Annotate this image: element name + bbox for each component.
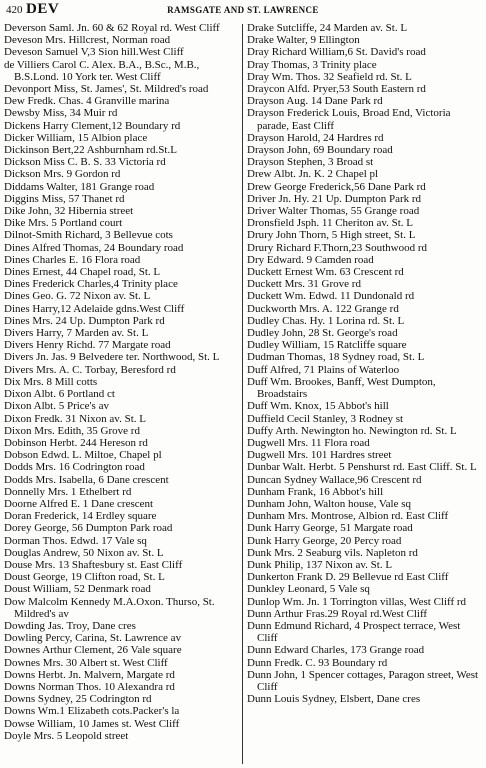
directory-entry: Dunk Philip, 137 Nixon av. St. L [247, 558, 393, 571]
directory-entry: Drury Richard F.Thorn,23 Southwood rd [247, 241, 427, 254]
section-heading: DEV [26, 1, 60, 17]
directory-entry: Drew George Frederick,56 Dane Park rd [247, 180, 426, 193]
directory-entry: Dray Thomas, 3 Trinity place [247, 58, 377, 71]
directory-entry: Duckett Wm. Edwd. 11 Dundonald rd [247, 290, 415, 303]
directory-entry: Dines Geo. G. 72 Nixon av. St. L [4, 290, 151, 303]
directory-entry: Doyle Mrs. 5 Leopold street [4, 729, 129, 742]
directory-entry: Dix Mrs. 8 Mill cotts [4, 375, 98, 388]
directory-entry: Divers Mrs. A. C. Torbay, Beresford rd [4, 363, 176, 376]
directory-entry: Dickens Harry Clement,12 Boundary rd [4, 119, 181, 132]
directory-entry: Duncan Sydney Wallace,96 Crescent rd [247, 473, 422, 486]
directory-entry: Deveson Mrs. Hillcrest, Norman road [4, 34, 171, 47]
directory-entry: Deveson Samuel V,3 Sion hill.West Cliff [4, 46, 184, 59]
directory-entry: Duffy Arth. Newington ho. Newington rd. St. L [247, 424, 457, 437]
directory-entry: Divers Jn. Jas. 9 Belvedere ter. Northwood, St. L [4, 351, 220, 364]
directory-entry: Dorman Thos. Edwd. 17 Vale sq [4, 534, 147, 547]
directory-entry: Drayson Frederick Louis, Broad End, Victoria parade, East Cliff [247, 107, 451, 132]
directory-entry: Dixon Albt. 5 Price's av [4, 400, 109, 413]
directory-entry: Diggins Miss, 57 Thanet rd [4, 192, 125, 205]
directory-entry: Downs Wm.1 Elizabeth cots.Packer's la [4, 705, 180, 718]
directory-entry: Duff Wm. Brookes, Banff, West Dumpton, Broadstairs [247, 375, 436, 401]
directory-entry: Downes Mrs. 30 Albert st. West Cliff [4, 656, 168, 669]
directory-entry: Drew Albt. Jn. K. 2 Chapel pl [247, 168, 379, 181]
directory-entry: Downs Sydney, 25 Codrington rd [4, 693, 152, 706]
directory-entry: Dray Richard William,6 St. David's road [247, 46, 426, 59]
directory-entry: Dronsfield Jsph. 11 Cheriton av. St. L [247, 217, 414, 230]
directory-entry: Dickinson Bert,22 Ashburnham rd.St.L [4, 144, 177, 157]
directory-entry: Dunham John, Walton house, Vale sq [247, 497, 412, 510]
directory-entry: Dunk Harry George, 20 Percy road [247, 534, 402, 547]
directory-entry: Dunn Edward Charles, 173 Grange road [247, 644, 425, 657]
directory-entry: Dugwell Mrs. 11 Flora road [247, 436, 370, 449]
directory-entry: Dunn Edmund Richard, 4 Prospect terrace, West Cliff [247, 619, 461, 645]
directory-entry: Dines Alfred Thomas, 24 Boundary road [4, 241, 184, 254]
directory-entry: Dixon Fredk. 31 Nixon av. St. L [4, 412, 146, 425]
directory-entry: Douse Mrs. 13 Shaftesbury st. East Cliff [4, 558, 183, 571]
directory-entry: Dunham Frank, 16 Abbot's hill [247, 485, 384, 498]
directory-entry: de Villiers Carol C. Alex. B.A., B.Sc., M.B., B.S.Lond. 10 York ter. West Cliff [4, 58, 200, 83]
directory-entry: Dike John, 32 Hibernia street [4, 205, 134, 218]
directory-entry: Downes Arthur Clement, 26 Vale square [4, 644, 182, 657]
directory-entry: Drayson Aug. 14 Dane Park rd [247, 95, 383, 108]
directory-entry: Dowding Jas. Troy, Dane cres [4, 619, 136, 632]
directory-entry: Dunn Fredk. C. 93 Boundary rd [247, 656, 388, 669]
directory-entry: Drury John Thorn, 5 High street, St. L [247, 229, 416, 242]
directory-entry: Dilnot-Smith Richard, 3 Bellevue cots [4, 229, 173, 242]
directory-entry: Downs Norman Thos. 10 Alexandra rd [4, 680, 175, 693]
directory-entry: Dobson Edwd. L. Miltoe, Chapel pl [4, 449, 162, 462]
directory-entry: Drake Sutcliffe, 24 Marden av. St. L [247, 22, 408, 34]
directory-entry: Duff Wm. Knox, 15 Abbot's hill [247, 400, 389, 413]
directory-entry: Dunn Louis Sydney, Elsbert, Dane cres [247, 693, 421, 706]
directory-entry: Dunn John, 1 Spencer cottages, Paragon street, West Cliff [247, 668, 479, 693]
directory-entry: Duckett Mrs. 31 Grove rd [247, 278, 361, 291]
directory-entry: Dudman Thomas, 18 Sydney road, St. L [247, 351, 425, 364]
directory-entry: Dray Wm. Thos. 32 Seafield rd. St. L [247, 70, 412, 83]
directory-entry: Dudley John, 28 St. George's road [247, 327, 398, 340]
directory-entry: Dudley Chas. Hy. 1 Lorina rd. St. L [247, 314, 405, 327]
directory-entry: Doust William, 52 Denmark road [4, 583, 151, 596]
directory-entry: Dewsby Miss, 34 Muir rd [4, 107, 118, 120]
directory-entry: Doran Frederick, 14 Erdley square [4, 510, 157, 523]
directory-entry: Duckett Ernest Wm. 63 Crescent rd [247, 266, 404, 279]
directory-entry: Dines Charles E. 16 Flora road [4, 253, 141, 266]
directory-entry: Duckworth Mrs. A. 122 Grange rd [247, 302, 399, 315]
right-column [247, 22, 483, 705]
directory-entry: Dunbar Walt. Herbt. 5 Penshurst rd. East Cliff. St. L [247, 461, 477, 474]
page-header [0, 0, 486, 20]
directory-entry: Duff Alfred, 71 Plains of Waterloo [247, 363, 400, 376]
directory-entry: Dodds Mrs. Isabella, 6 Dane crescent [4, 473, 169, 486]
directory-entry: Dunham Mrs. Montrose, Albion rd. East Cliff [247, 510, 449, 523]
directory-entry: Dines Harry,12 Adelaide gdns.West Cliff [4, 302, 185, 315]
column-divider [242, 24, 243, 764]
directory-entry: Dike Mrs. 5 Portland court [4, 217, 123, 230]
directory-entry: Dicker William, 15 Albion place [4, 131, 148, 144]
directory-entry: Dugwell Mrs. 101 Hardres street [247, 449, 392, 462]
directory-entry: Dunk Harry George, 51 Margate road [247, 522, 413, 535]
left-column [4, 22, 240, 742]
directory-entry: Douglas Andrew, 50 Nixon av. St. L [4, 546, 164, 559]
directory-entry: Dew Fredk. Chas. 4 Granville marina [4, 95, 170, 108]
directory-entry: Dorey George, 56 Dumpton Park road [4, 522, 173, 535]
directory-entry: Dobinson Herbt. 244 Hereson rd [4, 436, 148, 449]
directory-entry: Dixon Albt. 6 Portland ct [4, 388, 115, 401]
directory-entry: Dunkerton Frank D. 29 Bellevue rd East Cliff [247, 571, 449, 584]
directory-entry: Dunn Arthur Fras.29 Royal rd.West Cliff [247, 607, 428, 620]
directory-entry: Dowse William, 10 James st. West Cliff [4, 717, 180, 730]
directory-entry: Diddams Walter, 181 Grange road [4, 180, 155, 193]
directory-entry: Drake Walter, 9 Ellington [247, 34, 360, 47]
directory-entry: Deverson Saml. Jn. 60 & 62 Royal rd. West Cliff [4, 22, 220, 34]
directory-entry: Driver Jn. Hy. 21 Up. Dumpton Park rd [247, 192, 422, 205]
directory-entry: Donnelly Mrs. 1 Ethelbert rd [4, 485, 132, 498]
directory-entry: Drayson Harold, 24 Hardres rd [247, 131, 384, 144]
directory-entry: Driver Walter Thomas, 55 Grange road [247, 205, 420, 218]
directory-entry: Divers Henry Richd. 77 Margate road [4, 339, 171, 352]
running-title: RAMSGATE AND ST. LAWRENCE [167, 5, 319, 15]
directory-entry: Dines Frederick Charles,4 Trinity place [4, 278, 178, 291]
directory-entry: Dunkley Leonard, 5 Vale sq [247, 583, 370, 596]
directory-entry: Drayson Stephen, 3 Broad st [247, 156, 374, 169]
directory-entry: Dines Mrs. 24 Up. Dumpton Park rd [4, 314, 165, 327]
page-number: 420 [6, 4, 23, 16]
directory-entry: Dry Edward. 9 Camden road [247, 253, 374, 266]
directory-entry: Duffield Cecil Stanley, 3 Rodney st [247, 412, 404, 425]
directory-entry: Dunlop Wm. Jn. 1 Torrington villas, West Cliff rd [247, 595, 467, 608]
directory-entry: Dickson Miss C. B. S. 33 Victoria rd [4, 156, 166, 169]
directory-entry: Dudley William, 15 Ratcliffe square [247, 339, 407, 352]
directory-entry: Dines Ernest, 44 Chapel road, St. L [4, 266, 161, 279]
directory-entry: Dunk Mrs. 2 Seaburg vils. Napleton rd [247, 546, 418, 559]
directory-entry: Doust George, 19 Clifton road, St. L [4, 571, 165, 584]
directory-entry: Devonport Miss, St. James', St. Mildred's road [4, 83, 209, 96]
directory-entry: Doorne Alfred E. 1 Dane crescent [4, 497, 154, 510]
directory-entry: Dixon Mrs. Edith, 35 Grove rd [4, 424, 140, 437]
directory-entry: Downs Herbt. Jn. Malvern, Margate rd [4, 668, 175, 681]
directory-entry: Dowling Percy, Carina, St. Lawrence av [4, 632, 182, 645]
directory-entry: Dow Malcolm Kennedy M.A.Oxon. Thurso, St. Mildred's av [4, 595, 215, 620]
directory-entry: Drayson John, 69 Boundary road [247, 144, 393, 157]
directory-entry: Dickson Mrs. 9 Gordon rd [4, 168, 121, 181]
directory-entry: Dodds Mrs. 16 Codrington road [4, 461, 145, 474]
directory-entry: Draycon Alfd. Pryer,53 South Eastern rd [247, 83, 426, 96]
directory-entry: Divers Harry, 7 Marden av. St. L [4, 327, 149, 340]
